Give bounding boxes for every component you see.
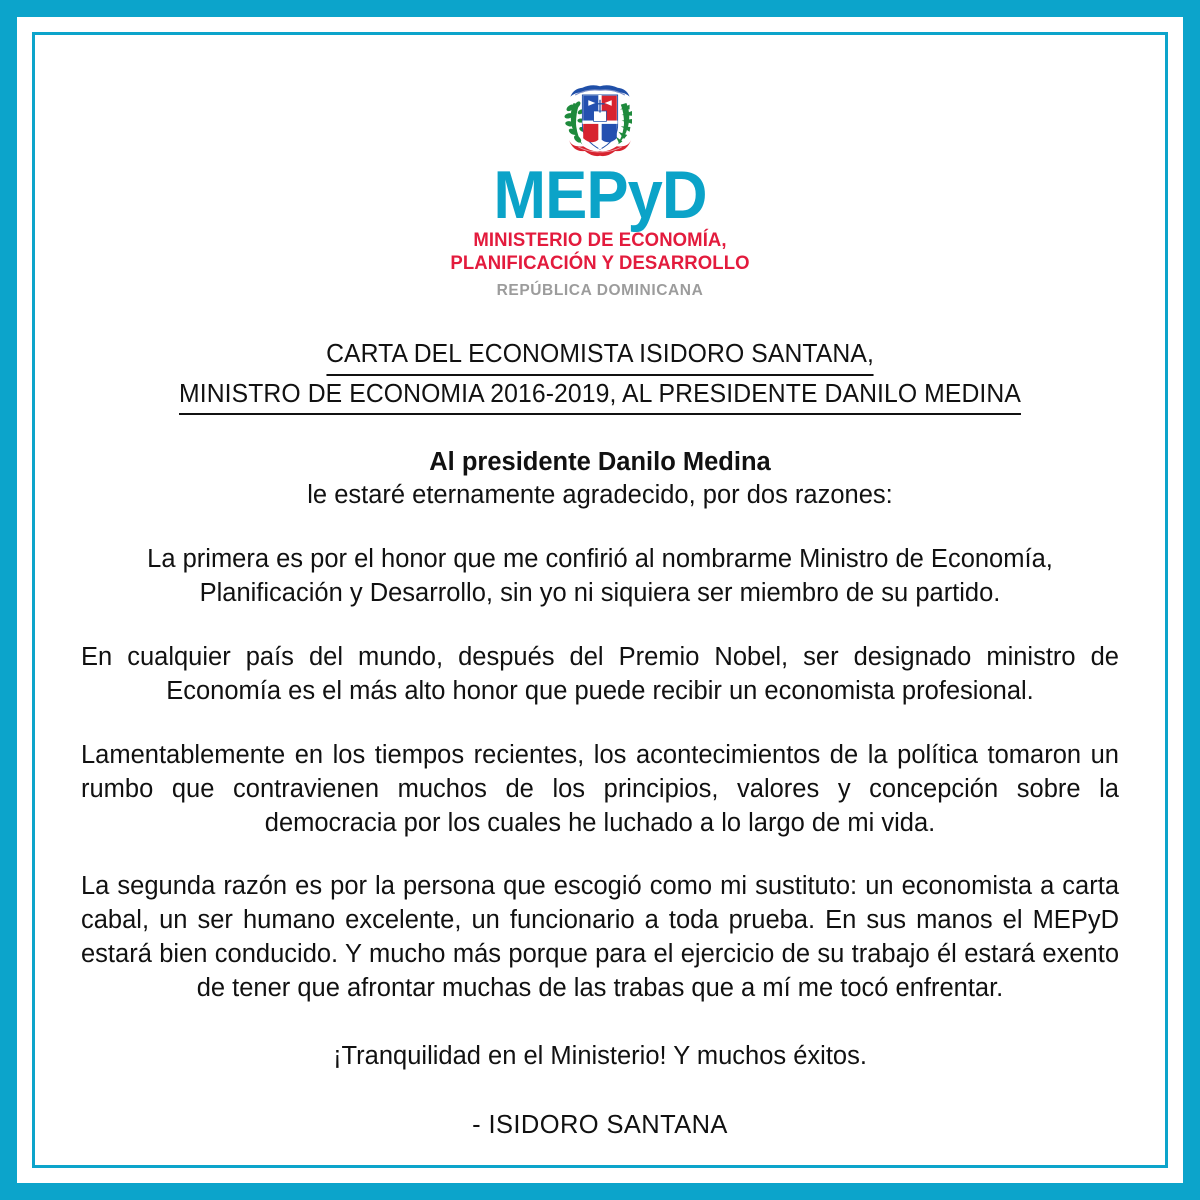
letter-body xyxy=(81,336,1119,1143)
page-title-line1: CARTA DEL ECONOMISTA ISIDORO SANTANA, xyxy=(326,336,874,375)
letter-paragraph: La primera es por el honor que me confirió al nombrarme Ministro de Economía, Planificación y Desarrollo, sin yo ni siquiera ser miembro de su partido. xyxy=(147,545,1053,607)
logo-subtitle-line2: PLANIFICACIÓN Y DESARROLLO xyxy=(450,252,750,275)
page-title xyxy=(97,336,1104,414)
salutation xyxy=(81,446,1119,513)
letter-paragraph: La segunda razón es por la persona que escogió como mi sustituto: un economista a carta cabal, un ser humano excelente, un funcionario a toda prueba. En sus manos el MEPyD estará bien conducido. Y mucho más porque para el ejercicio de su trabajo él estará exento de tener que afrontar muchas de las trabas que a mí me tocó enfrentar. xyxy=(81,872,1119,1003)
page-title-line2: MINISTRO DE ECONOMIA 2016-2019, AL PRESIDENTE DANILO MEDINA xyxy=(179,376,1021,415)
letter-paragraph: En cualquier país del mundo, después del Premio Nobel, ser designado ministro de Economía es el más alto honor que puede recibir un economista profesional. xyxy=(81,642,1119,705)
dominican-republic-coat-of-arms-icon xyxy=(556,79,644,159)
logo-wordmark: MEPyD xyxy=(493,157,707,233)
mepyd-logo xyxy=(81,79,1119,300)
page-content xyxy=(35,35,1165,1165)
letter-closing: ¡Tranquilidad en el Ministerio! Y muchos éxitos. xyxy=(333,1042,867,1071)
letter-paragraph: Lamentablemente en los tiempos recientes, los acontecimientos de la política tomaron un rumbo que contravienen muchos de los principios, valores y concepción sobre la democracia por los cuales he luchado a lo largo de mi vida. xyxy=(81,740,1119,837)
card-page xyxy=(32,32,1168,1168)
card-white-gap xyxy=(17,17,1183,1183)
salutation-text: le estaré eternamente agradecido, por dos razones: xyxy=(307,481,893,510)
letter-signature: - ISIDORO SANTANA xyxy=(472,1110,728,1139)
logo-country-label: REPÚBLICA DOMINICANA xyxy=(496,282,704,300)
salutation-addressee: Al presidente Danilo Medina xyxy=(429,447,771,476)
logo-subtitle-line1: MINISTERIO DE ECONOMÍA, xyxy=(473,229,727,252)
